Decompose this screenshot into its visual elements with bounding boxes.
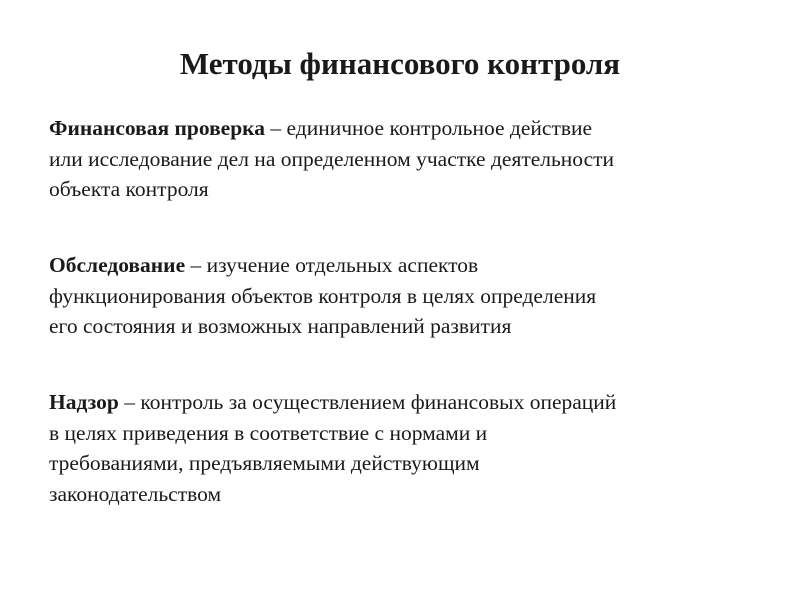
definition-separator: –	[265, 116, 287, 140]
definition-separator: –	[185, 253, 207, 277]
definition-separator: –	[118, 390, 141, 414]
term-financial-inspection: Финансовая проверка	[49, 116, 265, 140]
slide-title: Методы финансового контроля	[179, 46, 621, 81]
definition-line: объекта контроля	[49, 177, 209, 201]
definition-examination	[49, 250, 769, 342]
term-supervision: Надзор	[49, 390, 119, 414]
definition-line: или исследование дел на определенном участке деятельности	[49, 146, 615, 171]
definition-supervision	[49, 387, 769, 509]
definition-line: требованиями, предъявляемыми действующим	[49, 451, 480, 475]
definition-line: законодательством	[49, 481, 222, 506]
definition-line: функционирования объектов контроля в целях определения	[49, 283, 597, 308]
definition-line: единичное контрольное действие	[286, 116, 593, 140]
definition-line: контроль за осуществлением финансовых операций	[140, 390, 617, 414]
definition-financial-inspection	[49, 113, 769, 205]
term-examination: Обследование	[49, 253, 186, 277]
definition-line: в целях приведения в соответствие с нормами и	[49, 420, 488, 445]
definition-line: изучение отдельных аспектов	[206, 253, 479, 277]
definition-line: его состояния и возможных направлений развития	[49, 314, 512, 338]
